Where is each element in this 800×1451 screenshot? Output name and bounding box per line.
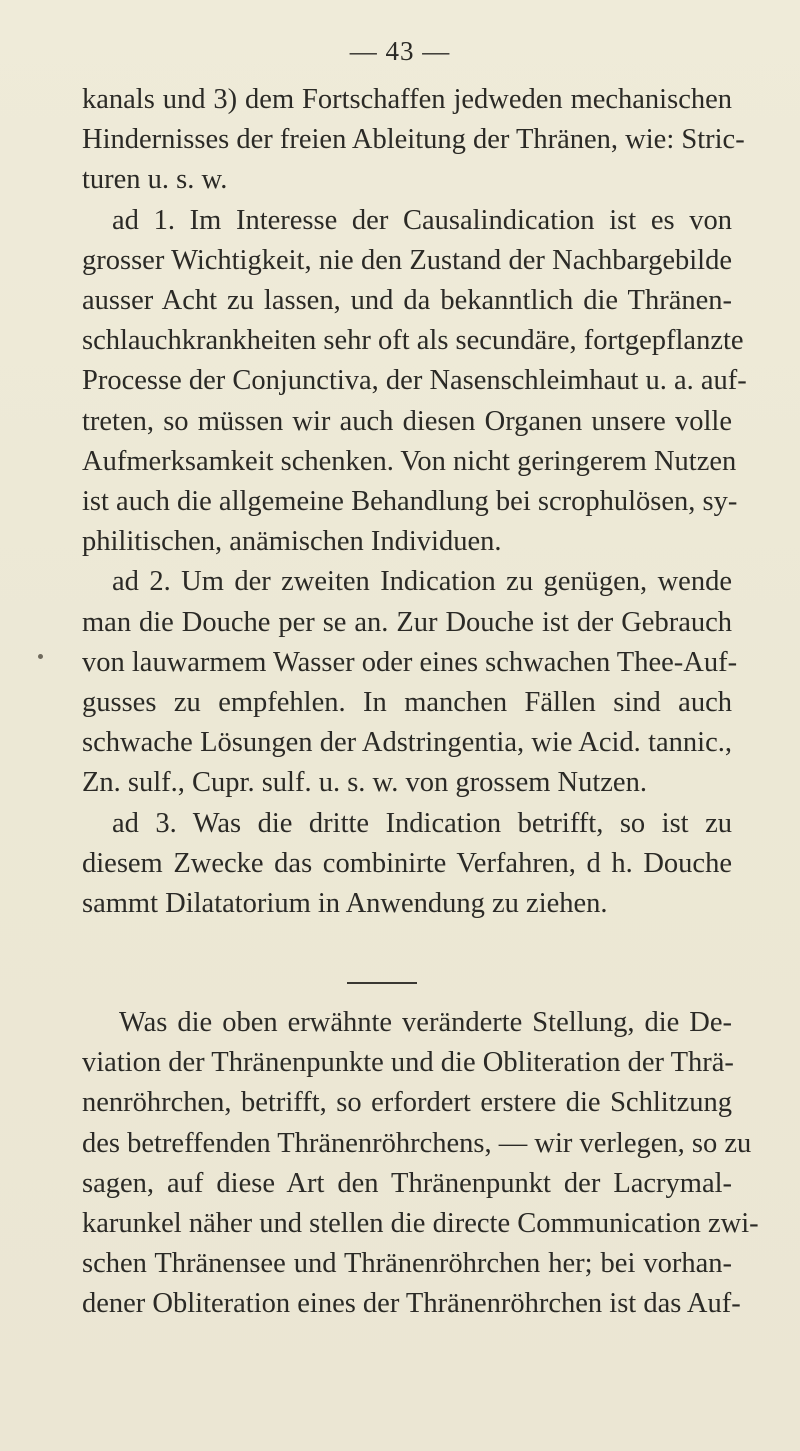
paragraph-ad-1 xyxy=(82,201,747,563)
text-line: ist auch die allgemeine Behandlung bei scrophulösen, sy- xyxy=(82,485,738,517)
text-line: karunkel näher und stellen die directe Communication zwi- xyxy=(82,1207,759,1239)
paragraph-continuation xyxy=(82,80,745,201)
section-divider xyxy=(347,982,417,984)
text-line: von lauwarmem Wasser oder eines schwachen Thee-Auf- xyxy=(82,646,738,678)
text-line: gusses zu empfehlen. In manchen Fällen sind auch xyxy=(82,686,732,718)
text-line: kanals und 3) dem Fortschaffen jedweden mechanischen xyxy=(82,84,732,115)
text-line: viation der Thränenpunkte und die Obliteration der Thrä- xyxy=(82,1047,734,1079)
paragraph-ad-3 xyxy=(82,804,732,925)
text-line: schen Thränensee und Thränenröhrchen her; bei vorhan- xyxy=(82,1248,732,1280)
text-line: grosser Wichtigkeit, nie den Zustand der Nachbargebilde xyxy=(82,244,732,276)
text-line: philitischen, anämischen Individuen. xyxy=(82,526,502,558)
text-line: ad 1. Im Interesse der Causalindication ist es von xyxy=(112,204,732,236)
text-line: schwache Lösungen der Adstringentia, wie Acid. tannic., xyxy=(82,727,732,759)
text-line: Was die oben erwähnte veränderte Stellung, die De- xyxy=(119,1007,732,1038)
text-line: turen u. s. w. xyxy=(82,164,228,196)
text-line: ad 2. Um der zweiten Indication zu genügen, wende xyxy=(112,566,732,598)
text-line: schlauchkrankheiten sehr oft als secundäre, fortgepflanzte xyxy=(82,325,744,357)
text-line: man die Douche per se an. Zur Douche ist der Gebrauch xyxy=(82,606,732,638)
text-line: nenröhrchen, betrifft, so erfordert erstere die Schlitzung xyxy=(82,1087,732,1119)
text-line: Aufmerksamkeit schenken. Von nicht geringerem Nutzen xyxy=(82,445,737,477)
text-line: ausser Acht zu lassen, und da bekanntlich die Thränen- xyxy=(82,284,732,316)
text-line: treten, so müssen wir auch diesen Organen unsere volle xyxy=(82,405,732,437)
text-line: Processe der Conjunctiva, der Nasenschleimhaut u. a. auf- xyxy=(82,365,747,397)
page-number: — 43 — xyxy=(349,36,451,66)
text-line: sagen, auf diese Art den Thränenpunkt der Lacrymal- xyxy=(82,1167,732,1199)
text-line: des betreffenden Thränenröhrchens, — wir verlegen, so zu xyxy=(82,1127,752,1159)
text-line: ad 3. Was die dritte Indication betrifft, so ist zu xyxy=(112,807,732,839)
paragraph-deviation xyxy=(82,1003,759,1325)
paragraph-ad-2 xyxy=(82,562,738,803)
text-line: sammt Dilatatorium in Anwendung zu ziehen. xyxy=(82,887,608,919)
text-line: dener Obliteration eines der Thränenröhrchen ist das Auf- xyxy=(82,1288,741,1320)
paper-speck xyxy=(38,654,43,659)
text-line: Zn. sulf., Cupr. sulf. u. s. w. von grossem Nutzen. xyxy=(82,767,647,799)
text-line: Hindernisses der freien Ableitung der Thränen, wie: Stric- xyxy=(82,124,745,156)
text-line: diesem Zwecke das combinirte Verfahren, d h. Douche xyxy=(82,847,732,879)
